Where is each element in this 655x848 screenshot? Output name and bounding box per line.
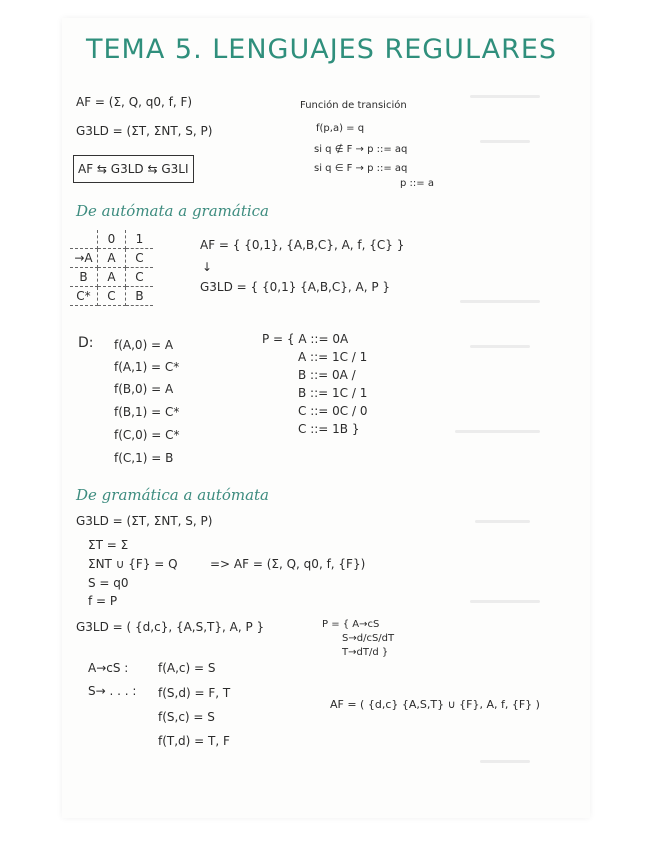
p-rule: T→dT/d } (342, 647, 389, 658)
table-cell: A (98, 249, 126, 268)
transition-heading: Función de transición (300, 100, 407, 111)
mapping-line: ΣT = Σ (88, 538, 129, 552)
p-line: C ::= 0C / 0 (298, 404, 368, 418)
ghost-line (460, 300, 540, 303)
f-line: f(B,0) = A (114, 382, 174, 396)
f-line: f(B,1) = C* (114, 405, 180, 419)
down-arrow-icon: ↓ (202, 260, 213, 274)
ghost-line (480, 140, 530, 143)
g3ld-tuple: G3LD = { {0,1} {A,B,C}, A, P } (200, 280, 391, 294)
ghost-line (470, 600, 540, 603)
transition-line-2: si q ∉ F → p ::= aq (314, 144, 408, 155)
ghost-line (455, 430, 540, 433)
table-cell: 1 (126, 230, 154, 249)
p-rule: P = { A→cS (322, 619, 380, 630)
conversion-box (73, 155, 194, 183)
p-line: A ::= 1C / 1 (298, 350, 368, 364)
table-row (70, 287, 153, 306)
p-line: B ::= 1C / 1 (298, 386, 368, 400)
g3ld-definition: G3LD = (ΣT, ΣNT, S, P) (76, 124, 213, 138)
f-line: f(C,1) = B (114, 451, 174, 465)
ghost-line (475, 520, 530, 523)
table-cell: 0 (98, 230, 126, 249)
p-line: C ::= 1B } (298, 422, 360, 436)
table-cell: C (126, 249, 154, 268)
f-line: f(A,1) = C* (114, 360, 180, 374)
table-cell: →A (70, 249, 98, 268)
table-row (70, 249, 153, 268)
rule-ref: S→ . . . : (88, 684, 137, 698)
rule-ref: A→cS : (88, 661, 129, 675)
transition-line-3: si q ∈ F → p ::= aq (314, 163, 408, 174)
g3ld-example: G3LD = ( {d,c}, {A,S,T}, A, P } (76, 620, 265, 634)
f-line: f(C,0) = C* (114, 428, 180, 442)
f-line: f(A,0) = A (114, 338, 174, 352)
p-line: P = { A ::= 0A (262, 332, 349, 346)
f-mapping: f(S,c) = S (158, 710, 215, 724)
table-cell: B (126, 287, 154, 306)
mapping-line: f = P (88, 594, 118, 608)
af-definition: AF = (Σ, Q, q0, f, F) (76, 95, 193, 109)
implies-af: => AF = (Σ, Q, q0, f, {F}) (210, 557, 366, 571)
af-tuple: AF = { {0,1}, {A,B,C}, A, f, {C} } (200, 238, 405, 252)
section-heading-grammar-to-automaton: De gramática a autómata (76, 486, 270, 504)
f-mapping: f(T,d) = T, F (158, 734, 230, 748)
transition-table (70, 230, 153, 306)
p-line: B ::= 0A / (298, 368, 356, 382)
page-title: TEMA 5. LENGUAJES REGULARES (86, 34, 558, 65)
p-rule: S→d/cS/dT (342, 633, 395, 644)
ghost-line (470, 95, 540, 98)
transition-line-1: f(p,a) = q (316, 123, 365, 134)
f-mapping: f(A,c) = S (158, 661, 216, 675)
table-cell: C (98, 287, 126, 306)
section-heading-automaton-to-grammar: De autómata a gramática (76, 202, 270, 220)
f-mapping: f(S,d) = F, T (158, 686, 231, 700)
mapping-line: S = q0 (88, 576, 129, 590)
mapping-line: ΣNT ∪ {F} = Q (88, 557, 178, 571)
table-row (70, 268, 153, 287)
g3ld-definition-2: G3LD = (ΣT, ΣNT, S, P) (76, 514, 213, 528)
table-cell: B (70, 268, 98, 287)
table-row (70, 230, 153, 249)
table-cell: C* (70, 287, 98, 306)
table-cell: A (98, 268, 126, 287)
table-cell (70, 230, 98, 249)
transition-line-4: p ::= a (400, 178, 434, 189)
af-result: AF = ( {d,c} {A,S,T} ∪ {F}, A, f, {F} ) (330, 698, 540, 711)
d-label: D: (78, 335, 94, 351)
conversion-label: AF ⇆ G3LD ⇆ G3LI (78, 162, 189, 176)
ghost-line (470, 345, 530, 348)
table-cell: C (126, 268, 154, 287)
ghost-line (480, 760, 530, 763)
